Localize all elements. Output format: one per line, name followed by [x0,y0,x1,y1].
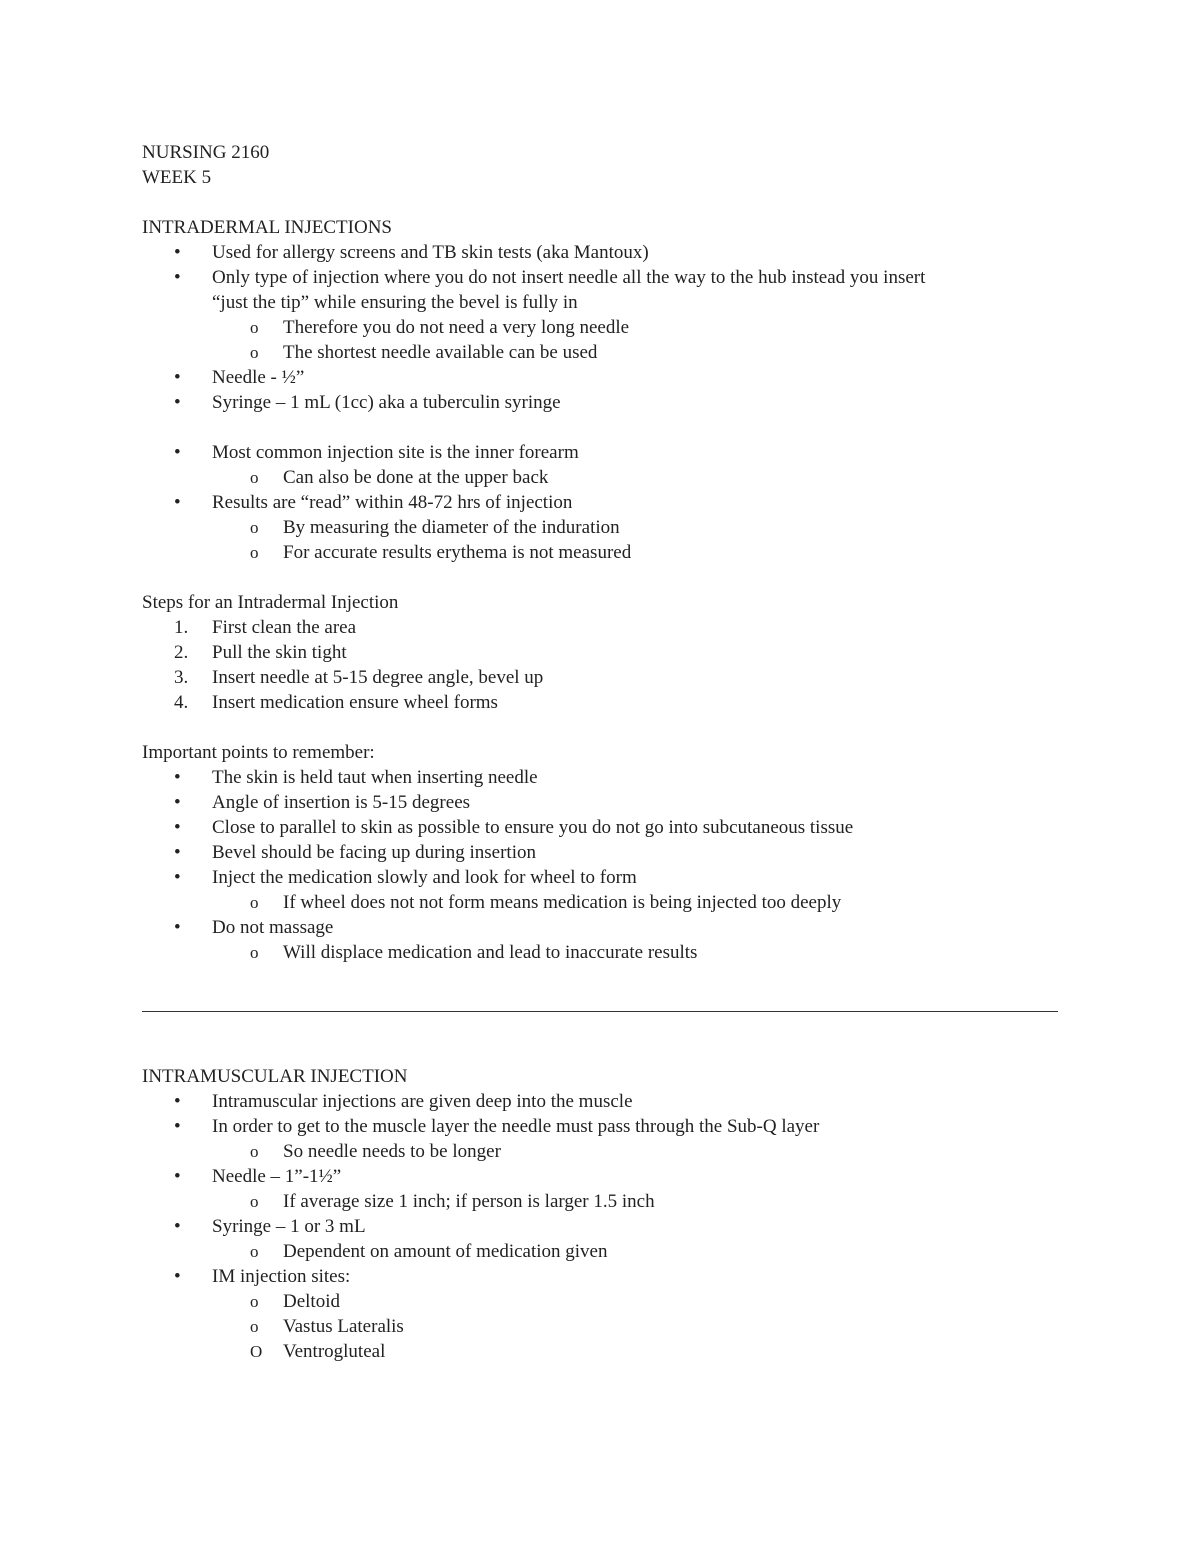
sub-bullet-marker: o [250,943,259,962]
list-item: • Syringe – 1 or 3 mL [174,1216,366,1237]
sub-bullet-marker: o [250,318,259,337]
steps-heading: Steps for an Intradermal Injection [142,592,399,613]
list-item: • Inject the medication slowly and look for wheel to form [174,867,637,888]
sub-list-item: o Therefore you do not need a very long needle [250,317,630,338]
bullet-marker: • [174,442,181,463]
list-item: • Needle – 1”-1½” [174,1166,342,1187]
bullet-marker: • [174,267,181,288]
points-heading: Important points to remember: [142,742,375,763]
bullet-marker: • [174,1091,181,1112]
sub-list-item: o For accurate results erythema is not measured [250,542,632,563]
bullet-marker: • [174,917,181,938]
list-item: • Most common injection site is the inner forearm [174,442,579,463]
numbered-item: 2. Pull the skin tight [174,642,347,663]
bullet-marker: • [174,242,181,263]
week-label: WEEK 5 [142,167,212,188]
list-item: • In order to get to the muscle layer the needle must pass through the Sub-Q layer [174,1116,820,1137]
bullet-marker: • [174,1216,181,1237]
sub-bullet-marker: o [250,1292,259,1311]
sub-list-item: o If average size 1 inch; if person is larger 1.5 inch [250,1191,655,1212]
list-item: • Only type of injection where you do not insert needle all the way to the hub instead you insert [174,267,926,288]
list-item: • Used for allergy screens and TB skin tests (aka Mantoux) [174,242,649,263]
sub-bullet-marker: o [250,343,259,362]
numbered-item: 3. Insert needle at 5-15 degree angle, bevel up [174,667,544,688]
sub-bullet-marker: o [250,468,259,487]
bullet-marker: • [174,492,181,513]
list-item: • Close to parallel to skin as possible to ensure you do not go into subcutaneous tissue [174,817,854,838]
list-item: • The skin is held taut when inserting needle [174,767,538,788]
bullet-marker: • [174,1266,181,1287]
sub-bullet-marker: o [250,518,259,537]
sub-bullet-marker: o [250,1142,259,1161]
sub-list-item: o The shortest needle available can be used [250,342,598,363]
list-item: • Do not massage [174,917,334,938]
intramuscular-heading: INTRAMUSCULAR INJECTION [142,1066,408,1087]
sub-bullet-marker: o [250,1192,259,1211]
bullet-marker: • [174,792,181,813]
sub-list-item: o Can also be done at the upper back [250,467,549,488]
bullet-marker: • [174,817,181,838]
sub-list-item: o By measuring the diameter of the induration [250,517,620,538]
sub-bullet-marker: o [250,543,259,562]
list-item: • Results are “read” within 48-72 hrs of injection [174,492,573,513]
list-item: • Angle of insertion is 5-15 degrees [174,792,471,813]
list-item: • Syringe – 1 mL (1cc) aka a tuberculin syringe [174,392,561,413]
bullet-marker: • [174,392,181,413]
list-item-continuation: “just the tip” while ensuring the bevel is fully in [212,292,578,313]
intradermal-heading: INTRADERMAL INJECTIONS [142,217,392,238]
document-page [142,140,1062,1364]
bullet-marker: • [174,1166,181,1187]
list-item: • Bevel should be facing up during insertion [174,842,536,863]
bullet-marker: • [174,842,181,863]
list-item: • Intramuscular injections are given deep into the muscle [174,1091,633,1112]
sub-list-item: O Ventrogluteal [250,1341,386,1362]
sub-bullet-marker: o [250,893,259,912]
bullet-marker: • [174,767,181,788]
bullet-marker: • [174,1116,181,1137]
sub-bullet-marker: O [250,1342,263,1361]
list-item: • Needle - ½” [174,367,305,388]
list-item: • IM injection sites: [174,1266,351,1287]
numbered-item: 1. First clean the area [174,617,357,638]
course-title: NURSING 2160 [142,142,270,163]
sub-list-item: o If wheel does not not form means medication is being injected too deeply [250,892,842,913]
sub-list-item: o Will displace medication and lead to inaccurate results [250,942,698,963]
bullet-marker: • [174,867,181,888]
numbered-item: 4. Insert medication ensure wheel forms [174,692,498,713]
bullet-marker: • [174,367,181,388]
sub-list-item: o Vastus Lateralis [250,1316,404,1337]
sub-list-item: o So needle needs to be longer [250,1141,501,1162]
sub-bullet-marker: o [250,1242,259,1261]
sub-list-item: o Deltoid [250,1291,340,1312]
sub-bullet-marker: o [250,1317,259,1336]
sub-list-item: o Dependent on amount of medication given [250,1241,608,1262]
